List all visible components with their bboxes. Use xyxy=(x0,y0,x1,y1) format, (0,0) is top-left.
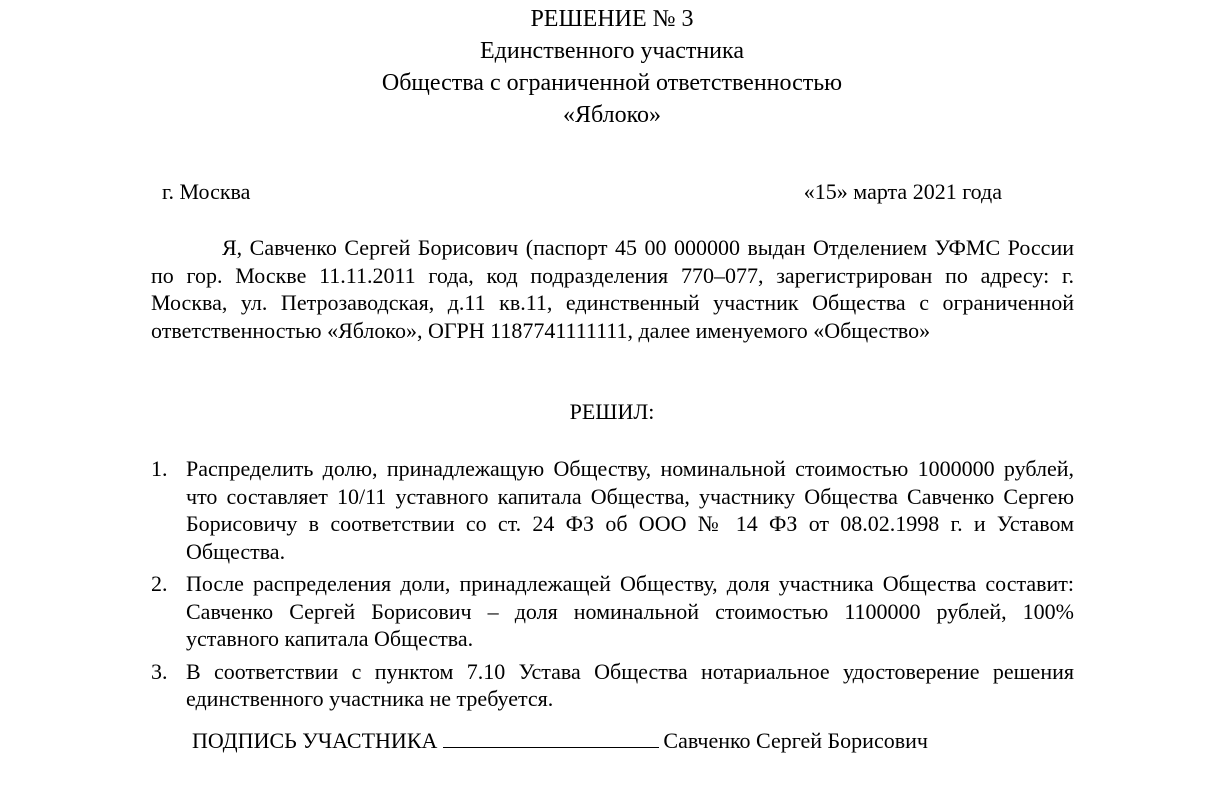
item-number: 1. xyxy=(151,456,168,481)
signer-name: Савченко Сергей Борисович xyxy=(663,728,928,753)
signature-line xyxy=(443,727,659,748)
item-number: 3. xyxy=(151,658,168,684)
document-header xyxy=(0,3,1208,131)
header-company-name: «Яблоко» xyxy=(562,102,662,128)
intro-paragraph: Я, Савченко Сергей Борисович (паспорт 45 00 000000 выдан Отделением УФМС России по гор. Москве 11.11.2011 года, код подразделения 770–077, зарегистрирован по адресу: г. Москва, ул. Петрозаводская, д.11 кв.11, единственный участник Общества с ограниченной ответственностью «Яблоко», ОГРН 1187741111111, далее именуемого «Общество» xyxy=(151,235,1074,343)
document-title: РЕШЕНИЕ № 3 xyxy=(530,6,694,32)
item-number: 2. xyxy=(151,571,168,596)
list-item xyxy=(151,570,1074,653)
signature-block xyxy=(192,727,928,755)
signature-label: ПОДПИСЬ УЧАСТНИКА xyxy=(192,728,438,753)
list-item xyxy=(151,455,1074,565)
decisions-list xyxy=(151,455,1074,718)
item-text: В соответствии с пунктом 7.10 Устава Общества нотариальное удостоверение решения единственного участника не требуется. xyxy=(186,658,1074,711)
header-company-type: Общества с ограниченной ответственностью xyxy=(381,70,843,96)
list-item xyxy=(151,658,1074,713)
document-date: «15» марта 2021 года xyxy=(803,179,1002,204)
header-subtitle: Единственного участника xyxy=(480,38,744,64)
item-text: После распределения доли, принадлежащей Обществу, доля участника Общества составит: Савченко Сергей Борисович – доля номинальной стоимостью 1100000 рублей, 100% уставного капитала Общества. xyxy=(186,571,1074,651)
place-date-row xyxy=(162,178,1002,208)
item-text: Распределить долю, принадлежащую Обществу, номинальной стоимостью 1000000 рублей, что составляет 10/11 уставного капитала Общества, участнику Общества Савченко Сергею Борисовичу в соответствии со ст. 24 ФЗ об ООО № 14 ФЗ от 08.02.1998 г. и Уставом Общества. xyxy=(186,456,1074,564)
document-place: г. Москва xyxy=(162,179,251,204)
decided-heading: РЕШИЛ: xyxy=(569,399,655,424)
